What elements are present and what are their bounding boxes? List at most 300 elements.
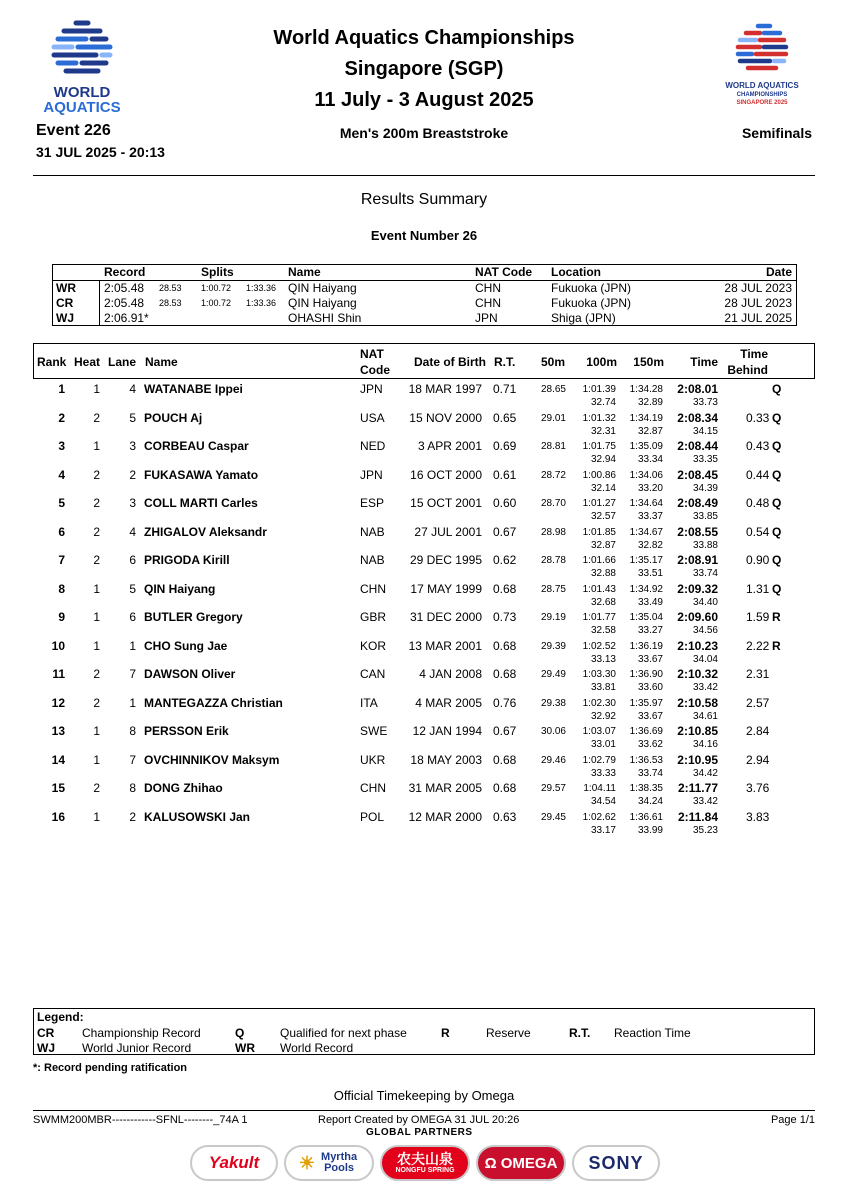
split-50m: 29.57 [540, 783, 566, 794]
split-100m: 1:03.30 [582, 669, 616, 680]
date-of-birth: 4 MAR 2005 [415, 695, 482, 710]
lap-split-150m: 32.89 [637, 397, 663, 408]
myrtha-wordmark: Myrtha Pools [321, 1151, 358, 1174]
sponsor-nongfu [380, 1145, 470, 1181]
split-100m: 1:01.43 [582, 583, 616, 595]
nat-code: NAB [360, 524, 385, 539]
omega-wordmark: Ω OMEGA [484, 1154, 558, 1172]
record-location: Fukuoka (JPN) [551, 296, 632, 310]
split-100m: 1:02.52 [582, 640, 616, 652]
right-logo-line2: CHAMPIONSHIPS [736, 92, 788, 98]
results-summary-title: Results Summary [360, 191, 488, 208]
time-behind: 1.31 [746, 581, 770, 596]
athlete-name: BUTLER Gregory [144, 610, 243, 624]
lane: 5 [129, 581, 136, 596]
nat-code: USA [360, 410, 385, 425]
heat: 2 [93, 524, 100, 539]
nat-code: GBR [360, 610, 387, 624]
sponsor-sony [572, 1145, 660, 1181]
split-150m: 1:36.53 [629, 754, 663, 766]
split-100m: 1:04.11 [583, 783, 616, 794]
athlete-name: PRIGODA Kirill [144, 553, 230, 567]
nat-code: KOR [360, 638, 387, 653]
lap-split-final: 34.04 [692, 653, 718, 665]
table-row [0, 411, 848, 440]
heat: 2 [93, 667, 100, 681]
results-header [33, 343, 815, 379]
lane: 4 [129, 524, 136, 539]
lap-split-final: 33.42 [692, 682, 718, 693]
heat: 1 [93, 724, 100, 738]
time-behind: 0.44 [746, 467, 770, 482]
rank: 14 [51, 752, 65, 767]
lap-split-100m: 33.01 [590, 739, 616, 750]
athlete-name: KALUSOWSKI Jan [144, 809, 251, 824]
split-100m: 1:01.85 [582, 526, 616, 538]
record-name: QIN Haiyang [288, 281, 357, 295]
reaction-time: 0.61 [493, 467, 517, 482]
final-time: 2:08.55 [677, 524, 718, 539]
date-of-birth: 12 MAR 2000 [408, 809, 482, 824]
lap-split-150m: 33.49 [637, 596, 663, 608]
table-row [0, 439, 848, 468]
record-row [53, 281, 796, 296]
legend-text-q: Qualified for next phase [280, 1026, 407, 1040]
lap-split-final: 33.88 [692, 539, 718, 551]
final-time: 2:10.95 [677, 752, 718, 767]
time-behind: 2.94 [746, 752, 770, 767]
lane: 8 [129, 781, 136, 795]
date-of-birth: 16 OCT 2000 [410, 467, 482, 482]
lap-split-100m: 34.54 [590, 796, 616, 807]
time-behind: 3.83 [746, 809, 770, 824]
sponsor-yakult [190, 1145, 278, 1181]
athlete-name: DAWSON Oliver [144, 667, 236, 681]
split-150m: 1:34.92 [629, 583, 663, 595]
lap-split-100m: 33.17 [590, 824, 616, 836]
final-time: 2:10.23 [677, 638, 718, 653]
lap-split-100m: 32.92 [590, 710, 616, 722]
qualification-mark: Q [772, 410, 782, 425]
record-code: CR [56, 296, 74, 310]
reaction-time: 0.68 [493, 638, 517, 653]
reaction-time: 0.68 [493, 752, 517, 767]
final-time: 2:10.85 [677, 724, 718, 738]
split-150m: 1:36.69 [629, 726, 663, 737]
athlete-name: CHO Sung Jae [144, 638, 228, 653]
date-of-birth: 13 MAR 2001 [408, 638, 482, 653]
records-table [52, 264, 797, 326]
nongfu-english: NONGFU SPRING [395, 1167, 455, 1174]
record-nat: JPN [475, 311, 498, 325]
record-nat: CHN [475, 281, 501, 295]
heat: 1 [93, 638, 100, 653]
lap-split-final: 33.42 [692, 796, 718, 807]
col-150m: 150m [633, 355, 664, 369]
record-split-50: 28.53 [159, 283, 182, 293]
yakult-wordmark: Yakult [208, 1153, 260, 1172]
col-rt: R.T. [494, 355, 516, 369]
record-code: WR [56, 281, 76, 295]
date-of-birth: 15 OCT 2001 [410, 496, 482, 510]
rank: 6 [58, 524, 65, 539]
record-name: QIN Haiyang [288, 296, 357, 310]
reaction-time: 0.76 [493, 695, 517, 710]
lap-split-100m: 32.94 [590, 454, 616, 465]
lap-split-150m: 33.62 [637, 739, 663, 750]
lap-split-100m: 33.81 [590, 682, 616, 693]
heat: 2 [93, 781, 100, 795]
final-time: 2:09.32 [677, 581, 718, 596]
split-50m: 29.49 [540, 669, 566, 680]
sponsor-myrtha [284, 1145, 374, 1181]
split-100m: 1:03.07 [582, 726, 616, 737]
page-number: Page 1/1 [770, 1114, 815, 1126]
rank: 12 [51, 695, 65, 710]
event-datetime: 31 JUL 2025 - 20:13 [36, 144, 165, 160]
lane: 1 [129, 638, 136, 653]
date-of-birth: 12 JAN 1994 [412, 724, 482, 738]
time-behind: 0.90 [746, 553, 770, 567]
lap-split-100m: 32.14 [590, 482, 616, 494]
legend-code-cr: CR [37, 1026, 55, 1040]
lap-split-150m: 33.27 [637, 625, 663, 636]
reaction-time: 0.63 [493, 809, 517, 824]
split-50m: 28.75 [540, 583, 566, 595]
legend-text-wr: World Record [280, 1041, 354, 1055]
split-100m: 1:01.27 [582, 498, 616, 509]
records-col-record: Record [104, 265, 146, 279]
lap-split-100m: 32.74 [590, 397, 616, 408]
record-time: 2:05.48 [104, 296, 145, 310]
date-of-birth: 31 MAR 2005 [408, 781, 482, 795]
reaction-time: 0.68 [493, 581, 517, 596]
split-100m: 1:01.66 [582, 555, 616, 566]
qualification-mark: Q [772, 467, 782, 482]
lane: 7 [129, 667, 136, 681]
heat: 2 [93, 467, 100, 482]
nat-code: JPN [360, 382, 383, 396]
lap-split-final: 34.16 [692, 739, 718, 750]
split-150m: 1:35.17 [629, 555, 663, 566]
legend-text-rt: Reaction Time [614, 1026, 691, 1040]
lap-split-final: 34.15 [692, 425, 718, 437]
athlete-name: FUKASAWA Yamato [144, 467, 259, 482]
split-150m: 1:34.64 [629, 498, 663, 509]
lane: 5 [129, 410, 136, 425]
date-of-birth: 15 NOV 2000 [409, 410, 482, 425]
legend-code-wj: WJ [37, 1041, 55, 1055]
rank: 16 [51, 809, 65, 824]
table-row [0, 525, 848, 554]
split-100m: 1:02.30 [582, 697, 616, 709]
timekeeping-text: Official Timekeeping by Omega [333, 1088, 515, 1103]
qualification-mark: Q [772, 553, 782, 567]
reaction-time: 0.67 [493, 724, 517, 738]
global-partners-label: GLOBAL PARTNERS [366, 1127, 473, 1138]
lane: 1 [129, 695, 136, 710]
reaction-time: 0.62 [493, 553, 517, 567]
right-logo-line3: SINGAPORE 2025 [736, 100, 788, 106]
athlete-name: PERSSON Erik [144, 724, 229, 738]
title-line1: World Aquatics Championships [273, 27, 575, 49]
qualification-mark: Q [772, 439, 782, 453]
nat-code: UKR [360, 752, 386, 767]
time-behind: 2.22 [746, 638, 770, 653]
lap-split-150m: 33.67 [637, 710, 663, 722]
table-row [0, 553, 848, 582]
lap-split-100m: 32.58 [590, 625, 616, 636]
record-date: 28 JUL 2023 [724, 296, 792, 310]
final-time: 2:11.84 [677, 809, 718, 824]
col-time-behind2: Behind [727, 363, 768, 377]
lap-split-100m: 32.57 [590, 511, 616, 522]
date-of-birth: 27 JUL 2001 [414, 524, 482, 539]
qualification-mark: Q [772, 581, 782, 596]
table-row [0, 468, 848, 497]
rank: 3 [58, 439, 65, 453]
nat-code: NAB [360, 553, 385, 567]
split-100m: 1:01.32 [582, 412, 616, 424]
legend-text-wj: World Junior Record [82, 1041, 192, 1055]
split-100m: 1:02.62 [582, 811, 616, 823]
split-50m: 28.98 [540, 526, 566, 538]
record-split-50: 28.53 [159, 298, 182, 308]
nat-code: JPN [360, 467, 383, 482]
lap-split-final: 33.85 [692, 511, 718, 522]
lane: 2 [129, 809, 136, 824]
reaction-time: 0.68 [493, 667, 517, 681]
record-date: 21 JUL 2025 [724, 311, 792, 325]
heat: 2 [93, 496, 100, 510]
left-logo-word2: AQUATICS [43, 99, 121, 116]
lap-split-100m: 32.88 [590, 568, 616, 579]
final-time: 2:08.49 [677, 496, 718, 510]
lap-split-final: 34.39 [692, 482, 718, 494]
lap-split-final: 33.74 [692, 568, 718, 579]
lane: 7 [129, 752, 136, 767]
legend-text-r: Reserve [486, 1026, 531, 1040]
split-150m: 1:36.61 [629, 811, 663, 823]
reaction-time: 0.71 [493, 382, 517, 396]
split-150m: 1:38.35 [629, 783, 663, 794]
records-col-name: Name [288, 265, 321, 279]
split-50m: 28.72 [540, 469, 566, 481]
split-100m: 1:02.79 [582, 754, 616, 766]
reaction-time: 0.65 [493, 410, 517, 425]
rank: 10 [51, 638, 65, 653]
split-150m: 1:36.90 [629, 669, 663, 680]
rank: 15 [51, 781, 65, 795]
lap-split-final: 34.40 [692, 596, 718, 608]
record-split-150: 1:33.36 [246, 298, 277, 308]
table-row [0, 810, 848, 839]
legend-code-r: R [441, 1026, 450, 1040]
lap-split-100m: 32.31 [590, 425, 616, 437]
split-150m: 1:35.09 [629, 441, 663, 452]
rank: 7 [58, 553, 65, 567]
legend-text-cr: Championship Record [82, 1026, 201, 1040]
table-row [0, 753, 848, 782]
col-time: Time [690, 355, 718, 369]
lap-split-100m: 33.13 [590, 653, 616, 665]
nat-code: ESP [360, 496, 385, 510]
rank: 4 [58, 467, 65, 482]
date-of-birth: 4 JAN 2008 [419, 667, 482, 681]
records-col-splits: Splits [201, 265, 234, 279]
record-code: WJ [56, 311, 74, 325]
athlete-name: DONG Zhihao [144, 781, 223, 795]
heat: 2 [93, 553, 100, 567]
lap-split-150m: 32.87 [637, 425, 663, 437]
time-behind: 2.57 [746, 695, 770, 710]
reaction-time: 0.73 [493, 610, 517, 624]
sony-wordmark: SONY [588, 1152, 644, 1173]
heat: 1 [93, 752, 100, 767]
record-row [53, 296, 796, 311]
athlete-name: OVCHINNIKOV Maksym [144, 752, 280, 767]
qualification-mark: Q [772, 382, 782, 396]
records-header [53, 265, 796, 280]
split-50m: 29.46 [540, 754, 566, 766]
table-row [0, 496, 848, 525]
split-50m: 30.06 [540, 726, 566, 737]
nat-code: CHN [360, 781, 386, 795]
split-100m: 1:01.75 [582, 441, 616, 452]
split-50m: 29.38 [540, 697, 566, 709]
lap-split-100m: 32.68 [590, 596, 616, 608]
lap-split-final: 34.56 [692, 625, 718, 636]
split-100m: 1:01.39 [582, 384, 616, 395]
final-time: 2:08.91 [677, 553, 718, 567]
col-time-behind1: Time [740, 347, 768, 361]
heat: 1 [93, 581, 100, 596]
record-date: 28 JUL 2023 [724, 281, 792, 295]
sponsor-omega [476, 1145, 566, 1181]
nat-code: POL [360, 809, 385, 824]
athlete-name: ZHIGALOV Aleksandr [144, 524, 267, 539]
lane: 3 [129, 496, 136, 510]
sun-icon: ☀ [298, 1152, 316, 1173]
final-time: 2:10.58 [677, 695, 718, 710]
lane: 2 [129, 467, 136, 482]
heat: 1 [93, 439, 100, 453]
record-location: Fukuoka (JPN) [551, 281, 632, 295]
footer-divider [33, 1110, 815, 1111]
time-behind: 0.54 [746, 524, 770, 539]
table-row [0, 724, 848, 753]
lap-split-final: 33.73 [692, 397, 718, 408]
col-code: Code [360, 363, 390, 377]
table-row [0, 639, 848, 668]
heat: 2 [93, 695, 100, 710]
table-row [0, 696, 848, 725]
split-100m: 1:01.77 [582, 612, 616, 623]
lap-split-100m: 33.33 [590, 767, 616, 779]
date-of-birth: 3 APR 2001 [417, 439, 482, 453]
nat-code: CAN [360, 667, 386, 681]
lane: 4 [129, 382, 136, 396]
lap-split-150m: 32.82 [637, 539, 663, 551]
lap-split-150m: 33.37 [637, 511, 663, 522]
col-heat: Heat [74, 355, 101, 369]
rank: 2 [58, 410, 65, 425]
heat: 1 [93, 809, 100, 824]
table-row [0, 610, 848, 639]
final-time: 2:08.34 [677, 410, 718, 425]
nat-code: NED [360, 439, 386, 453]
lap-split-150m: 33.60 [637, 682, 663, 693]
date-of-birth: 31 DEC 2000 [409, 610, 482, 624]
time-behind: 3.76 [746, 781, 770, 795]
lap-split-150m: 33.99 [637, 824, 663, 836]
championships-logo [700, 20, 824, 112]
legend-code-rt: R.T. [569, 1026, 591, 1040]
rank: 1 [58, 382, 65, 396]
lap-split-150m: 33.74 [637, 767, 663, 779]
time-behind: 1.59 [746, 610, 770, 624]
split-100m: 1:00.86 [582, 469, 616, 481]
time-behind: 2.31 [746, 667, 770, 681]
title-line2: Singapore (SGP) [344, 58, 504, 80]
split-50m: 29.19 [540, 612, 566, 623]
athlete-name: WATANABE Ippei [144, 382, 243, 396]
nongfu-chinese: 农夫山泉 [397, 1151, 453, 1167]
record-time: 2:06.91* [104, 311, 149, 325]
lap-split-final: 34.61 [692, 710, 718, 722]
split-50m: 28.70 [540, 498, 566, 509]
event-number-subtitle: Event Number 26 [370, 228, 478, 243]
event-number: Event 226 [36, 122, 111, 139]
athlete-name: POUCH Aj [144, 410, 203, 425]
col-100m: 100m [586, 355, 617, 369]
legend-note: *: Record pending ratification [33, 1062, 188, 1074]
split-50m: 29.01 [540, 412, 566, 424]
athlete-name: QIN Haiyang [144, 581, 216, 596]
report-created: Report Created by OMEGA 31 JUL 20:26 [318, 1114, 520, 1126]
legend-title: Legend: [37, 1010, 84, 1024]
reaction-time: 0.68 [493, 781, 517, 795]
lap-split-150m: 33.51 [637, 568, 663, 579]
reaction-time: 0.69 [493, 439, 517, 453]
rank: 5 [58, 496, 65, 510]
final-time: 2:10.32 [677, 667, 718, 681]
qualification-mark: Q [772, 496, 782, 510]
records-col-date: Date [765, 265, 792, 279]
split-50m: 29.45 [540, 811, 566, 823]
split-150m: 1:35.97 [629, 697, 663, 709]
right-logo-line1: WORLD AQUATICS [725, 81, 799, 90]
record-name: OHASHI Shin [288, 311, 362, 325]
table-row [0, 667, 848, 696]
col-dob: Date of Birth [414, 355, 486, 369]
date-of-birth: 18 MAY 2003 [410, 752, 482, 767]
nat-code: ITA [360, 695, 378, 710]
col-nat: NAT [360, 347, 384, 361]
col-lane: Lane [108, 355, 137, 369]
split-50m: 28.78 [540, 555, 566, 566]
lane: 6 [129, 553, 136, 567]
title-line3: 11 July - 3 August 2025 [314, 89, 534, 111]
record-location: Shiga (JPN) [551, 311, 616, 325]
table-row [0, 781, 848, 810]
report-id: SWMM200MBR------------SFNL--------_74A 1 [33, 1114, 248, 1126]
time-behind: 0.43 [746, 439, 770, 453]
record-split-150: 1:33.36 [246, 283, 277, 293]
lap-split-150m: 33.20 [637, 482, 663, 494]
date-of-birth: 17 MAY 1999 [410, 581, 482, 596]
split-150m: 1:35.04 [629, 612, 663, 623]
